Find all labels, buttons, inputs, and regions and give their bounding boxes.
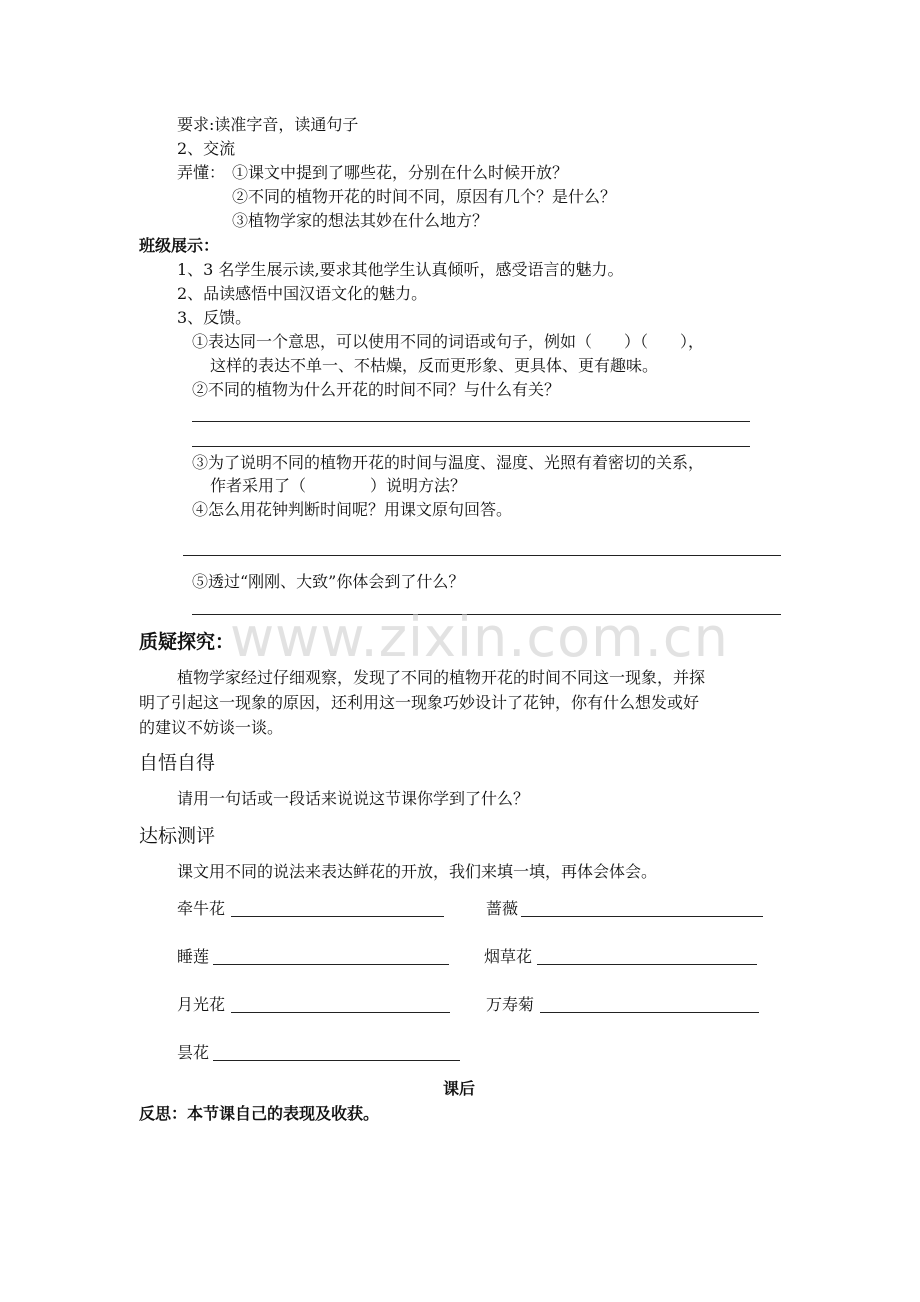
class-show-item-1: 1、3 名学生展示读,要求其他学生认真倾听，感受语言的魅力。	[177, 260, 624, 279]
question-2: ②不同的植物开花的时间不同，原因有几个？是什么？	[232, 187, 617, 206]
feedback-3-line-2: 作者采用了（ ）说明方法？	[210, 476, 467, 495]
flower-label: 万寿菊	[486, 995, 535, 1014]
inquiry-heading: 质疑探究：	[139, 631, 235, 653]
flower-label: 牵牛花	[177, 899, 226, 918]
reflection-text: 反思：本节课自己的表现及收获。	[139, 1104, 380, 1123]
answer-line	[192, 446, 750, 447]
watermark: www.zixin.com.cn	[230, 606, 729, 669]
flower-answer-line	[213, 1060, 460, 1061]
inquiry-line-3: 的建议不妨谈一谈。	[139, 718, 284, 737]
feedback-1-line-1: ①表达同一个意思，可以使用不同的词语或句子，例如（ ）（ ），	[192, 332, 705, 351]
self-prompt: 请用一句话或一段话来说说这节课你学到了什么？	[177, 789, 530, 808]
flower-answer-line	[231, 916, 444, 917]
feedback-5: ⑤透过“刚刚、大致”你体会到了什么？	[192, 572, 465, 591]
flower-answer-line	[521, 916, 763, 917]
flower-label: 睡莲	[177, 947, 210, 966]
flower-label: 烟草花	[484, 947, 533, 966]
flower-answer-line	[537, 964, 757, 965]
feedback-2: ②不同的植物为什么开花的时间不同？与什么有关？	[192, 380, 561, 399]
flower-label: 月光花	[177, 995, 226, 1014]
understand-label: 弄懂：	[177, 163, 226, 182]
inquiry-line-2: 明了引起这一现象的原因，还利用这一现象巧妙设计了花钟，你有什么想发或好	[139, 693, 700, 712]
inquiry-line-1: 植物学家经过仔细观察，发现了不同的植物开花的时间不同这一现象，并探	[177, 668, 706, 687]
class-show-heading: 班级展示：	[139, 236, 220, 255]
answer-line	[192, 421, 750, 422]
test-heading: 达标测评	[139, 825, 216, 847]
class-show-item-2: 2、品读感悟中国汉语文化的魅力。	[177, 284, 428, 303]
test-intro: 课文用不同的说法来表达鲜花的开放，我们来填一填，再体会体会。	[177, 862, 658, 881]
feedback-1-line-2: 这样的表达不单一、不枯燥，反而更形象、更具体、更有趣味。	[210, 356, 659, 375]
requirement-text: 要求:读准字音，读通句子	[177, 115, 359, 134]
feedback-4: ④怎么用花钟判断时间呢？用课文原句回答。	[192, 500, 513, 519]
flower-answer-line	[540, 1012, 759, 1013]
question-1: ①课文中提到了哪些花，分别在什么时候开放？	[232, 163, 569, 182]
step-2-text: 2、交流	[177, 139, 236, 158]
flower-answer-line	[213, 964, 449, 965]
after-class-title: 课后	[443, 1079, 476, 1098]
question-3: ③植物学家的想法其妙在什么地方？	[232, 211, 489, 230]
flower-answer-line	[231, 1012, 450, 1013]
class-show-item-3: 3、反馈。	[177, 308, 252, 327]
answer-line	[183, 555, 781, 556]
self-heading: 自悟自得	[139, 752, 216, 774]
feedback-3-line-1: ③为了说明不同的植物开花的时间与温度、湿度、光照有着密切的关系，	[192, 453, 705, 472]
flower-label: 昙花	[177, 1043, 210, 1062]
flower-label: 蔷薇	[486, 899, 519, 918]
